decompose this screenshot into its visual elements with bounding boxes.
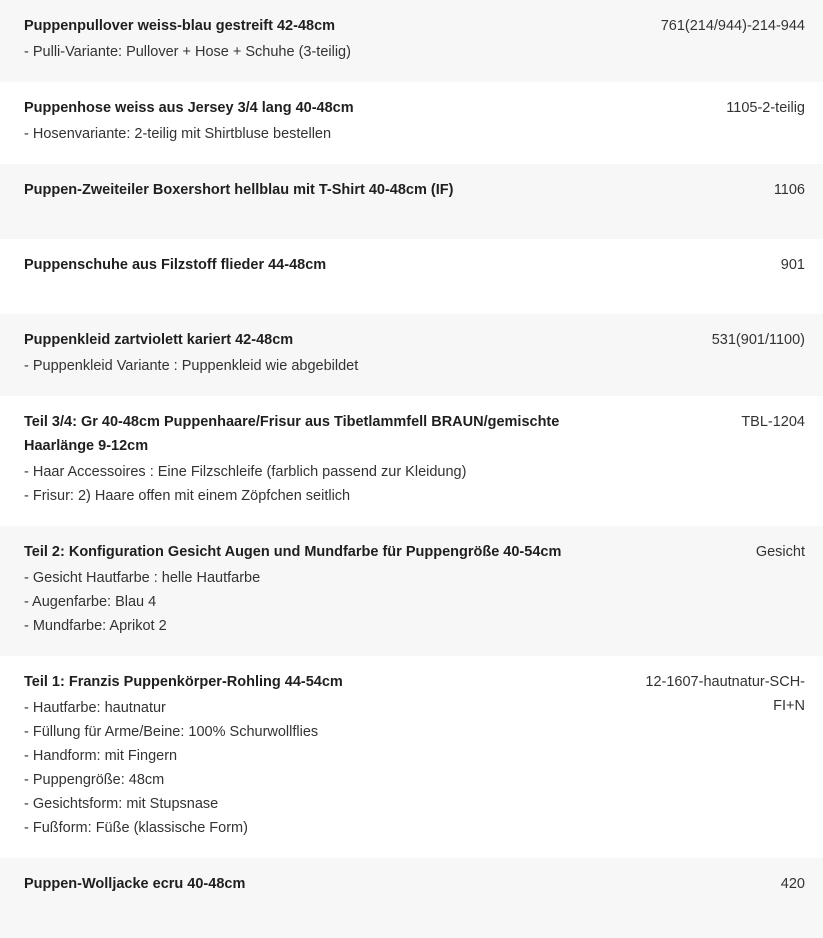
item-option: - Augenfarbe: Blau 4 — [24, 594, 157, 610]
list-item — [0, 0, 823, 82]
item-option: - Füllung für Arme/Beine: 100% Schurwollflies — [24, 724, 319, 740]
item-details — [24, 410, 584, 508]
list-item — [0, 656, 823, 858]
item-details — [24, 14, 584, 64]
item-sku: 1106 — [773, 182, 805, 198]
item-option: - Fußform: Füße (klassische Form) — [24, 820, 248, 836]
item-option: - Haar Accessoires : Eine Filzschleife (farblich passend zur Kleidung) — [24, 464, 467, 480]
list-item — [0, 526, 823, 656]
item-sku: 761(214/944)-214-944 — [660, 18, 805, 34]
list-item — [0, 396, 823, 526]
item-option: - Gesicht Hautfarbe : helle Hautfarbe — [24, 570, 261, 586]
list-item — [0, 239, 823, 314]
item-sku: 420 — [780, 876, 805, 892]
item-sku: 1105-2-teilig — [726, 100, 805, 116]
item-title: Puppenpullover weiss-blau gestreift 42-48cm — [24, 18, 336, 34]
list-item — [0, 82, 823, 164]
item-options — [24, 122, 584, 146]
item-title: Teil 3/4: Gr 40-48cm Puppenhaare/Frisur aus Tibetlammfell BRAUN/gemischte Haarlänge 9-12cm — [24, 414, 560, 454]
item-option: - Puppenkleid Variante : Puppenkleid wie abgebildet — [24, 358, 359, 374]
item-sku: 901 — [780, 257, 805, 273]
item-options — [24, 696, 584, 840]
item-option: - Mundfarbe: Aprikot 2 — [24, 618, 167, 634]
item-title: Teil 2: Konfiguration Gesicht Augen und Mundfarbe für Puppengröße 40-54cm — [24, 544, 562, 560]
list-item — [0, 858, 823, 938]
item-options — [24, 40, 584, 64]
item-details — [24, 328, 584, 378]
item-sku: 12-1607-hautnatur-SCH-FI+N — [645, 674, 805, 714]
item-option: - Handform: mit Fingern — [24, 748, 178, 764]
item-sku: TBL-1204 — [741, 414, 805, 430]
item-title: Puppen-Wolljacke ecru 40-48cm — [24, 876, 246, 892]
item-option: - Frisur: 2) Haare offen mit einem Zöpfchen seitlich — [24, 488, 351, 504]
item-details — [24, 253, 584, 277]
item-title: Teil 1: Franzis Puppenkörper-Rohling 44-54cm — [24, 674, 343, 690]
item-title: Puppenkleid zartviolett kariert 42-48cm — [24, 332, 294, 348]
item-option: - Hautfarbe: hautnatur — [24, 700, 166, 716]
item-option: - Pulli-Variante: Pullover + Hose + Schuhe (3-teilig) — [24, 44, 351, 60]
item-option: - Gesichtsform: mit Stupsnase — [24, 796, 219, 812]
list-item — [0, 314, 823, 396]
item-details — [24, 96, 584, 146]
item-options — [24, 460, 584, 508]
list-item — [0, 164, 823, 239]
item-details — [24, 178, 584, 202]
item-details — [24, 872, 584, 896]
item-sku: 531(901/1100) — [711, 332, 805, 348]
item-sku: Gesicht — [755, 544, 805, 560]
item-option: - Hosenvariante: 2-teilig mit Shirtbluse bestellen — [24, 126, 332, 142]
item-title: Puppen-Zweiteiler Boxershort hellblau mit T-Shirt 40-48cm (IF) — [24, 182, 454, 198]
item-details — [24, 670, 584, 840]
item-title: Puppenschuhe aus Filzstoff flieder 44-48cm — [24, 257, 327, 273]
item-options — [24, 354, 584, 378]
item-details — [24, 540, 584, 638]
item-option: - Puppengröße: 48cm — [24, 772, 165, 788]
item-title: Puppenhose weiss aus Jersey 3/4 lang 40-48cm — [24, 100, 354, 116]
item-options — [24, 566, 584, 638]
